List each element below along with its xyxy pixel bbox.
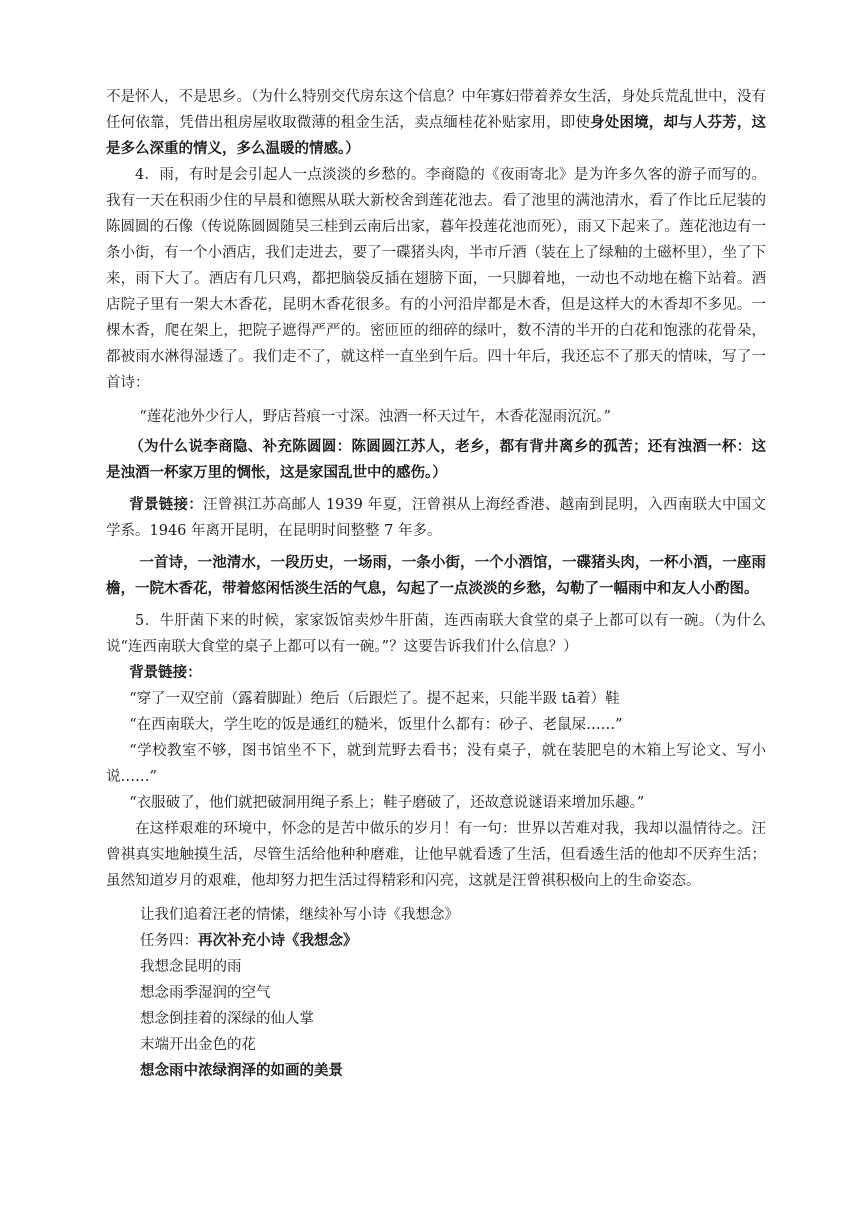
poem-line-4: 末端开出金色的花 (140, 1037, 256, 1053)
task-four-heading (106, 928, 766, 954)
poem-quote: “莲花池外少行人，野店苔痕一寸深。浊酒一杯天过午，木香花湿雨沉沉。” (139, 409, 611, 425)
summary-bold-paragraph: 一首诗，一池清水，一段历史，一场雨，一条小街，一个小酒馆，一碟猪头肉，一杯小酒，一座雨檐，一院木香花，带着悠闲恬淡生活的气息，勾起了一点淡淡的乡愁，勾勒了一幅雨中和友人小酌图。 (106, 554, 766, 597)
task-four-title: 再次补充小诗《我想念》 (198, 932, 358, 949)
intro-text: 不是怀人，不是思乡。（为什么特别交代房东这个信息？中年寡妇带着养女生活，身处兵荒乱世中，没有任何依靠，凭借出租房屋收取微薄的租金生活，卖点缅桂花补贴家用，即使 (106, 89, 766, 131)
bg-quote-3: “学校教室不够，图书馆坐不下，就到荒野去看书；没有桌子，就在装肥皂的木箱上写论文、写小说……” (106, 743, 766, 785)
intro-bold-text: 身处困境，却与人芬芳，这是多么深重的情义，多么温暖的情感。） (106, 114, 766, 157)
poem-line-5: 想念雨中浓绿润泽的如画的美景 (140, 1062, 343, 1079)
poem-line-3: 想念倒挂着的深绿的仙人掌 (140, 1011, 314, 1027)
background-link-2-label: 背景链接： (129, 664, 202, 681)
paragraph-5: 5．牛肝菌下来的时候，家家饭馆卖炒牛肝菌，连西南联大食堂的桌子上都可以有一碗。（为什么说“连西南联大食堂的桌子上都可以有一碗。”？这要告诉我们什么信息？） (106, 613, 766, 655)
paragraph-4: 4．雨，有时是会引起人一点淡淡的乡愁的。李商隐的《夜雨寄北》是为许多久客的游子而写的。我有一天在积雨少住的早晨和德熙从联大新校舍到莲花池去。看了池里的满池清水，看了作比丘尼装的陈圆圆的石像（传说陈圆圆随吴三桂到云南后出家，暮年投莲花池而死），雨又下起来了。莲花池边有一条小街，有一个小酒店，我们走进去，要了一碟猪头肉，半市斤酒（装在上了绿釉的土磁杯里），坐了下来，雨下大了。酒店有几只鸡，都把脑袋反插在翅膀下面，一只脚着地，一动也不动地在檐下站着。酒店院子里有一架大木香花，昆明木香花很多。有的小河沿岸都是木香，但是这样大的木香却不多见。一棵木香，爬在架上，把院子遮得严严的。密匝匝的细碎的绿叶，数不清的半开的白花和饱涨的花骨朵，都被雨水淋得湿透了。我们走不了，就这样一直坐到午后。四十年后，我还忘不了那天的情味，写了一首诗： (106, 167, 766, 391)
transition-line: 让我们追着汪老的情愫，继续补写小诗《我想念》 (140, 907, 459, 923)
bg-quote-2: “在西南联大，学生吃的饭是通红的糙米，饭里什么都有：砂子、老鼠屎……” (129, 717, 623, 733)
document-page (106, 84, 766, 1084)
poem-line-1: 我想念昆明的雨 (140, 959, 242, 975)
intro-paragraph (106, 84, 766, 162)
analysis-note: （为什么说李商隐、补充陈圆圆：陈圆圆江苏人，老乡，都有背井离乡的孤苦；还有浊酒一杯：这是浊酒一杯家万里的惆怅，这是家国乱世中的感伤。） (106, 438, 766, 481)
bg-quote-4: “衣服破了，他们就把破洞用绳子系上；鞋子磨破了，还故意说谜语来增加乐趣。” (129, 795, 645, 811)
task-four-prefix: 任务四： (140, 933, 198, 949)
background-label: 背景链接： (129, 496, 203, 513)
bg-quote-1: “穿了一双空前（露着脚趾）绝后（后跟烂了。提不起来，只能半趿 tā着）鞋 (129, 691, 620, 707)
background-link-1 (106, 492, 766, 544)
reflection-paragraph: 在这样艰难的环境中，怀念的是苦中做乐的岁月！有一句：世界以苦难对我，我却以温情待之。汪曾祺真实地触摸生活，尽管生活给他种种磨难，让他早就看透了生活，但看透生活的他却不厌弃生活；虽然知道岁月的艰难，他却努力把生活过得精彩和闪亮，这就是汪曾祺积极向上的生命姿态。 (106, 821, 766, 889)
poem-line-2: 想念雨季湿润的空气 (140, 985, 271, 1001)
background-text: 汪曾祺江苏高邮人 1939 年夏，汪曾祺从上海经香港、越南到昆明，入西南联大中国文学系。1946 年离开昆明，在昆明时间整整 7 年多。 (106, 497, 767, 539)
